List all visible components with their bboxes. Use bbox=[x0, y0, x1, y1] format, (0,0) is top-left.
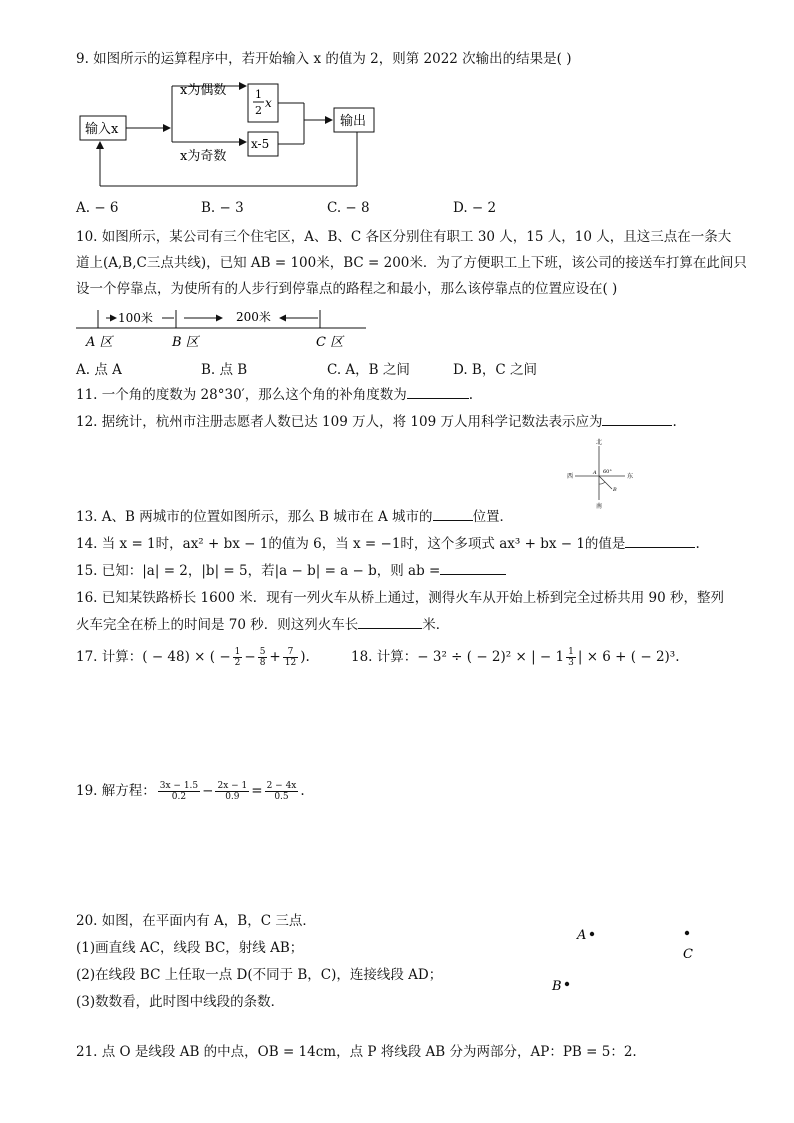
q11-blank bbox=[407, 384, 469, 399]
q20-point-b-label: B bbox=[552, 979, 562, 994]
q20-line2: (1)画直线 AC，线段 BC，射线 AB； bbox=[76, 940, 304, 956]
compass-angle: 60° bbox=[603, 469, 612, 475]
q9-option-c: C. − 8 bbox=[327, 200, 370, 216]
compass-south: 南 bbox=[596, 503, 603, 510]
q9-option-a: A. − 6 bbox=[76, 200, 119, 216]
q19-text: 19. 解方程： $\frac{3x - 1.5}{0.2}$ − $\frac{2x - 1}{0.9}$ = $\frac{2 - 4x}{0.5}$ . bbox=[76, 781, 305, 802]
svg-text:1: 1 bbox=[255, 88, 262, 101]
q20-line1: 20. 如图，在平面内有 A，B，C 三点． bbox=[76, 913, 316, 929]
q10-dist-bc: 200米 bbox=[236, 310, 271, 324]
compass-east: 东 bbox=[627, 473, 634, 480]
q9-flowchart bbox=[76, 78, 386, 193]
q14-text: 14. 当 x = 1时，ax² + bx − 1的值为 6，当 x = −1时，这个多项式 ax³ + bx − 1的值是 . bbox=[76, 533, 700, 555]
q10-option-c: C. A，B 之间 bbox=[327, 362, 410, 378]
q12-text: 12. 据统计，杭州市注册志愿者人数已达 109 万人，将 109 万人用科学记数法表示应为 . bbox=[76, 411, 677, 433]
q20-point-b bbox=[565, 982, 569, 986]
compass-north: 北 bbox=[596, 439, 603, 446]
q10-road-figure bbox=[76, 304, 376, 352]
q20-point-a bbox=[590, 932, 594, 936]
flow-output-label: 输出 bbox=[340, 114, 367, 129]
q13-text: 13. A、B 两城市的位置如图所示，那么 B 城市在 A 城市的 位置． bbox=[76, 506, 513, 528]
flow-odd-label: x为奇数 bbox=[180, 149, 227, 164]
compass-point-a: A bbox=[593, 470, 597, 476]
q14-blank bbox=[625, 533, 695, 548]
q10-label-b: B 区 bbox=[172, 335, 199, 350]
q13-blank bbox=[433, 506, 473, 521]
q20-line3: (2)在线段 BC 上任取一点 D(不同于 B，C)，连接线段 AD； bbox=[76, 967, 443, 983]
q21-text: 21. 点 O 是线段 AB 的中点，OB = 14cm，点 P 将线段 AB 分为两部分，AP：PB = 5：2. bbox=[76, 1044, 637, 1060]
q10-option-a: A. 点 A bbox=[76, 362, 122, 378]
q10-dist-ab: 100米 bbox=[118, 311, 153, 325]
q10-line2: 道上(A,B,C三点共线)，已知 AB = 100米，BC = 200米．为了方便职工上下班，该公司的接送车打算在此间只 bbox=[76, 255, 747, 271]
q9-option-d: D. − 2 bbox=[453, 200, 497, 216]
q15-text: 15. 已知：|a| = 2，|b| = 5，若|a − b| = a − b，则 ab = bbox=[76, 560, 506, 582]
svg-text:x: x bbox=[265, 96, 272, 110]
svg-text:x-5: x-5 bbox=[251, 137, 270, 151]
q10-label-a: A 区 bbox=[86, 335, 113, 350]
q20-point-c bbox=[685, 931, 689, 935]
q10-option-b: B. 点 B bbox=[201, 362, 248, 378]
q15-blank bbox=[440, 560, 506, 575]
q20-line4: (3)数数看，此时图中线段的条数． bbox=[76, 994, 285, 1010]
compass-figure bbox=[565, 438, 637, 510]
q17-text: 17. 计算：( − 48) × ( − $\frac{1}{2}$ − $\frac{5}{8}$ + $\frac{7}{12}$ ). bbox=[76, 647, 310, 668]
q18-text: 18. 计算：− 3² ÷ ( − 2)² × | − 1 $\frac{1}{3}$ | × 6 + ( − 2)³. bbox=[351, 647, 680, 668]
q20-point-a-label: A bbox=[577, 928, 587, 943]
compass-west: 西 bbox=[567, 473, 574, 480]
q9-option-b: B. − 3 bbox=[201, 200, 244, 216]
q9-stem: 9. 如图所示的运算程序中，若开始输入 x 的值为 2，则第 2022 次输出的结果是( ) bbox=[76, 51, 572, 67]
q11-text: 11. 一个角的度数为 28°30′，那么这个角的补角度数为 . bbox=[76, 384, 473, 406]
q20-points-figure bbox=[545, 920, 705, 1000]
q10-label-c: C 区 bbox=[316, 335, 344, 350]
flow-even-label: x为偶数 bbox=[180, 83, 227, 98]
q10-line1: 10. 如图所示，某公司有三个住宅区，A、B、C 各区分别住有职工 30 人，15 人，10 人，且这三点在一条大 bbox=[76, 229, 732, 245]
q16-blank bbox=[358, 614, 422, 629]
svg-text:2: 2 bbox=[255, 104, 262, 117]
q16-line1: 16. 已知某铁路桥长 1600 米．现有一列火车从桥上通过，测得火车从开始上桥到完全过桥共用 90 秒，整列 bbox=[76, 590, 724, 606]
q16-line2: 火车完全在桥上的时间是 70 秒．则这列火车长 米． bbox=[76, 614, 449, 636]
q12-blank bbox=[602, 411, 672, 426]
q10-line3: 设一个停靠点，为使所有的人步行到停靠点的路程之和最小，那么该停靠点的位置应设在( ) bbox=[76, 281, 618, 297]
q10-option-d: D. B，C 之间 bbox=[453, 362, 537, 378]
flow-input-label: 输入x bbox=[85, 122, 119, 137]
flow-half-box bbox=[248, 84, 278, 122]
q20-point-c-label: C bbox=[683, 947, 693, 962]
compass-point-b: B bbox=[613, 487, 617, 493]
